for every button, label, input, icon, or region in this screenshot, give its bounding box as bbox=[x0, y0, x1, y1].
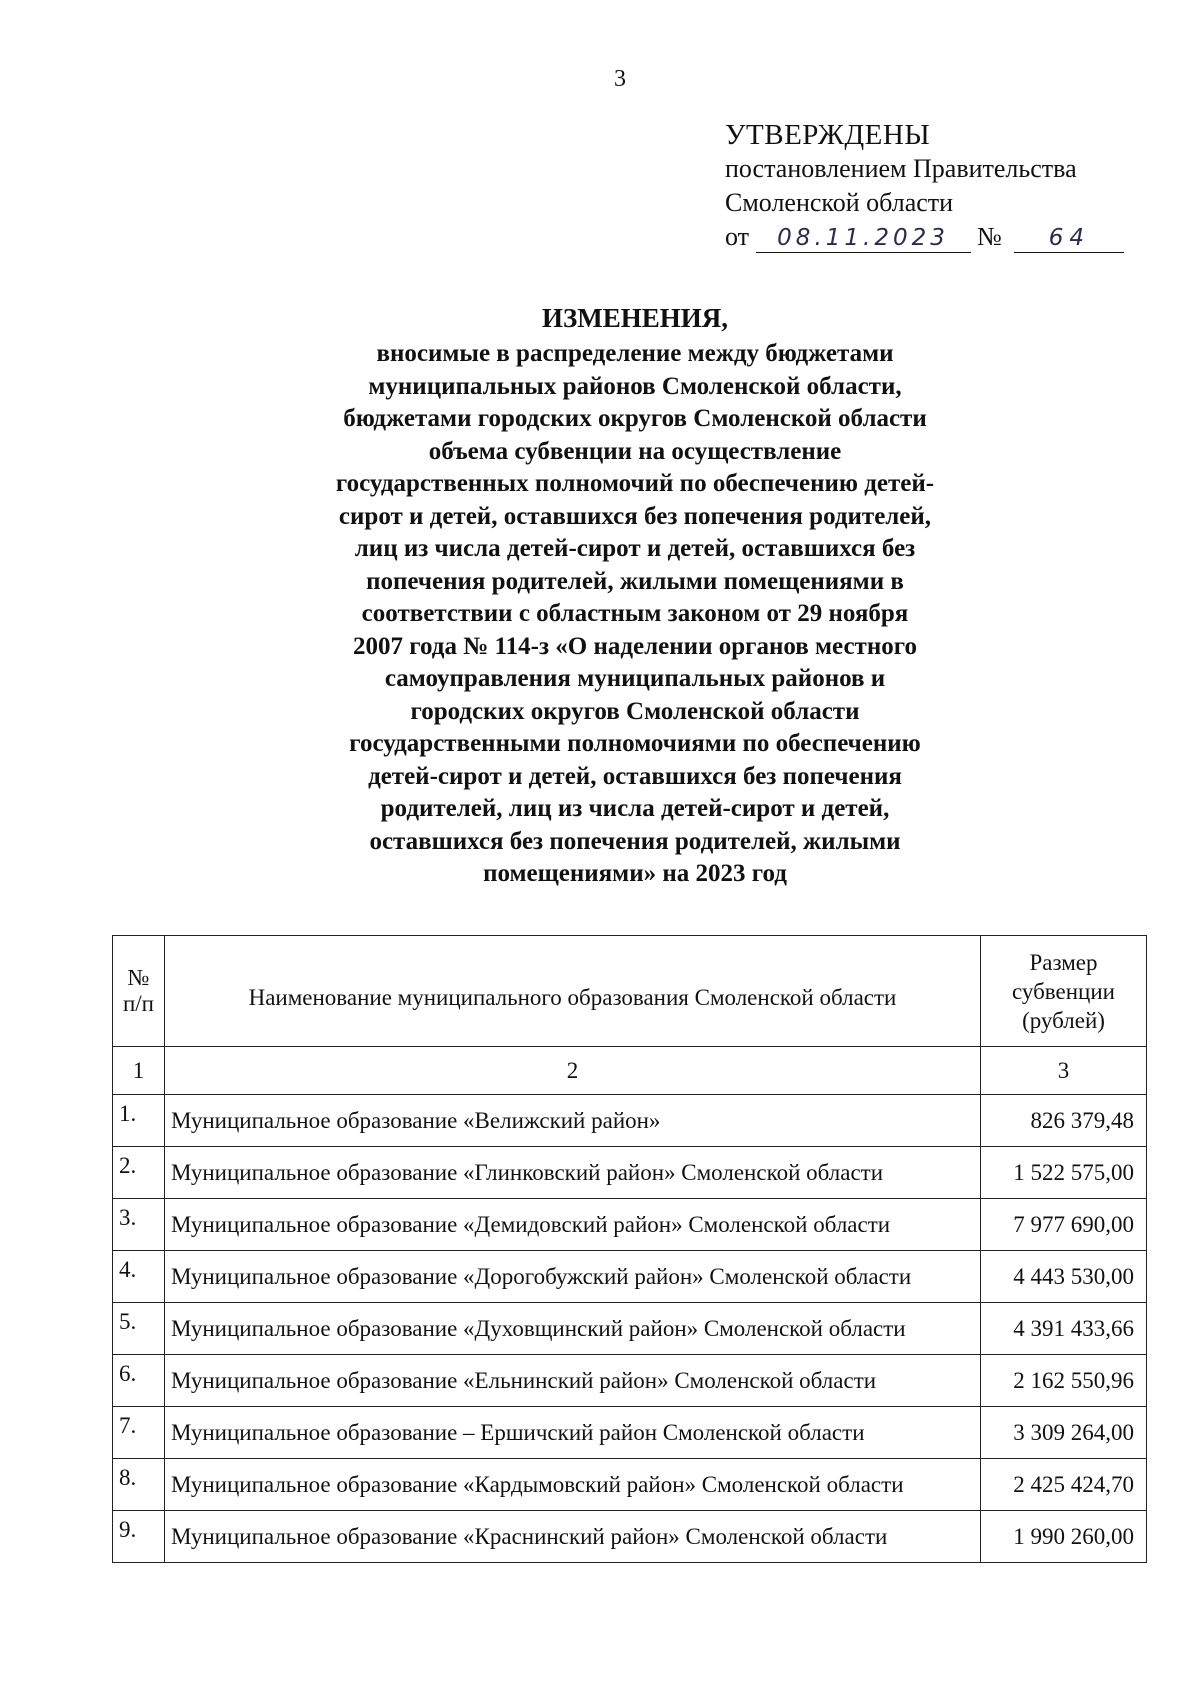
approval-title: УТВЕРЖДЕНЫ bbox=[725, 119, 931, 151]
table-row bbox=[113, 1147, 1147, 1199]
header-number: № п/п bbox=[113, 936, 165, 1047]
number-prefix: № bbox=[977, 222, 1002, 251]
row-number: 5. bbox=[113, 1303, 165, 1355]
handwritten-date: 08.11.2023 bbox=[756, 224, 971, 253]
approval-block bbox=[725, 118, 1124, 254]
row-name: Муниципальное образование «Глинковский район» Смоленской области bbox=[165, 1147, 981, 1199]
page-number: 3 bbox=[614, 66, 626, 92]
table-row bbox=[113, 1251, 1147, 1303]
date-prefix: от bbox=[725, 222, 750, 251]
row-number: 2. bbox=[113, 1147, 165, 1199]
row-number: 7. bbox=[113, 1407, 165, 1459]
row-amount: 3 309 264,00 bbox=[981, 1407, 1147, 1459]
table-row bbox=[113, 1459, 1147, 1511]
table-row bbox=[113, 1303, 1147, 1355]
document-title-block bbox=[250, 300, 1020, 891]
row-number: 8. bbox=[113, 1459, 165, 1511]
row-number: 1. bbox=[113, 1095, 165, 1147]
row-amount: 4 443 530,00 bbox=[981, 1251, 1147, 1303]
row-number: 3. bbox=[113, 1199, 165, 1251]
subsidy-table bbox=[112, 935, 1147, 1563]
table-row bbox=[113, 1407, 1147, 1459]
approval-dateline bbox=[725, 220, 1124, 254]
row-amount: 1 990 260,00 bbox=[981, 1511, 1147, 1563]
row-number: 6. bbox=[113, 1355, 165, 1407]
column-number-1: 1 bbox=[113, 1047, 165, 1095]
header-amount: Размер субвенции (рублей) bbox=[981, 936, 1147, 1047]
table-row bbox=[113, 1095, 1147, 1147]
document-subtitle: вносимые в распределение между бюджетами муниципальных районов Смоленской области, бюджетами городских округов Смоленской области объема субвенции на осуществление государственных полномочий по обеспечению детей- сирот и детей, оставшихся без попечения родителей, лиц из числа детей-сирот и детей, оставшихся без попечения родителей, жилыми помещениями в соответствии с областным законом от 29 ноября 2007 года № 114-з «О наделении органов местного самоуправления муниципальных районов и городских округов Смоленской области государственными полномочиями по обеспечению детей-сирот и детей, оставшихся без попечения родителей, лиц из числа детей-сирот и детей, оставшихся без попечения родителей, жилыми помещениями» на 2023 год bbox=[335, 340, 935, 887]
row-amount: 7 977 690,00 bbox=[981, 1199, 1147, 1251]
table-row bbox=[113, 1511, 1147, 1563]
table-header-row bbox=[113, 936, 1147, 1047]
approval-line-2: Смоленской области bbox=[725, 188, 954, 217]
column-number-2: 2 bbox=[165, 1047, 981, 1095]
row-name: Муниципальное образование – Ершичский район Смоленской области bbox=[165, 1407, 981, 1459]
row-name: Муниципальное образование «Демидовский район» Смоленской области bbox=[165, 1199, 981, 1251]
column-numbers-row bbox=[113, 1047, 1147, 1095]
row-amount: 2 162 550,96 bbox=[981, 1355, 1147, 1407]
column-number-3: 3 bbox=[981, 1047, 1147, 1095]
row-amount: 2 425 424,70 bbox=[981, 1459, 1147, 1511]
row-amount: 826 379,48 bbox=[981, 1095, 1147, 1147]
row-name: Муниципальное образование «Духовщинский район» Смоленской области bbox=[165, 1303, 981, 1355]
table-row bbox=[113, 1355, 1147, 1407]
row-name: Муниципальное образование «Ельнинский район» Смоленской области bbox=[165, 1355, 981, 1407]
row-amount: 1 522 575,00 bbox=[981, 1147, 1147, 1199]
row-number: 9. bbox=[113, 1511, 165, 1563]
row-name: Муниципальное образование «Кардымовский район» Смоленской области bbox=[165, 1459, 981, 1511]
row-number: 4. bbox=[113, 1251, 165, 1303]
document-heading: ИЗМЕНЕНИЯ, bbox=[541, 303, 728, 333]
header-name: Наименование муниципального образования Смоленской области bbox=[165, 936, 981, 1047]
row-name: Муниципальное образование «Краснинский район» Смоленской области bbox=[165, 1511, 981, 1563]
approval-line-1: постановлением Правительства bbox=[725, 154, 1077, 183]
row-name: Муниципальное образование «Велижский район» bbox=[165, 1095, 981, 1147]
handwritten-number: 64 bbox=[1014, 224, 1124, 253]
row-amount: 4 391 433,66 bbox=[981, 1303, 1147, 1355]
table-row bbox=[113, 1199, 1147, 1251]
row-name: Муниципальное образование «Дорогобужский район» Смоленской области bbox=[165, 1251, 981, 1303]
